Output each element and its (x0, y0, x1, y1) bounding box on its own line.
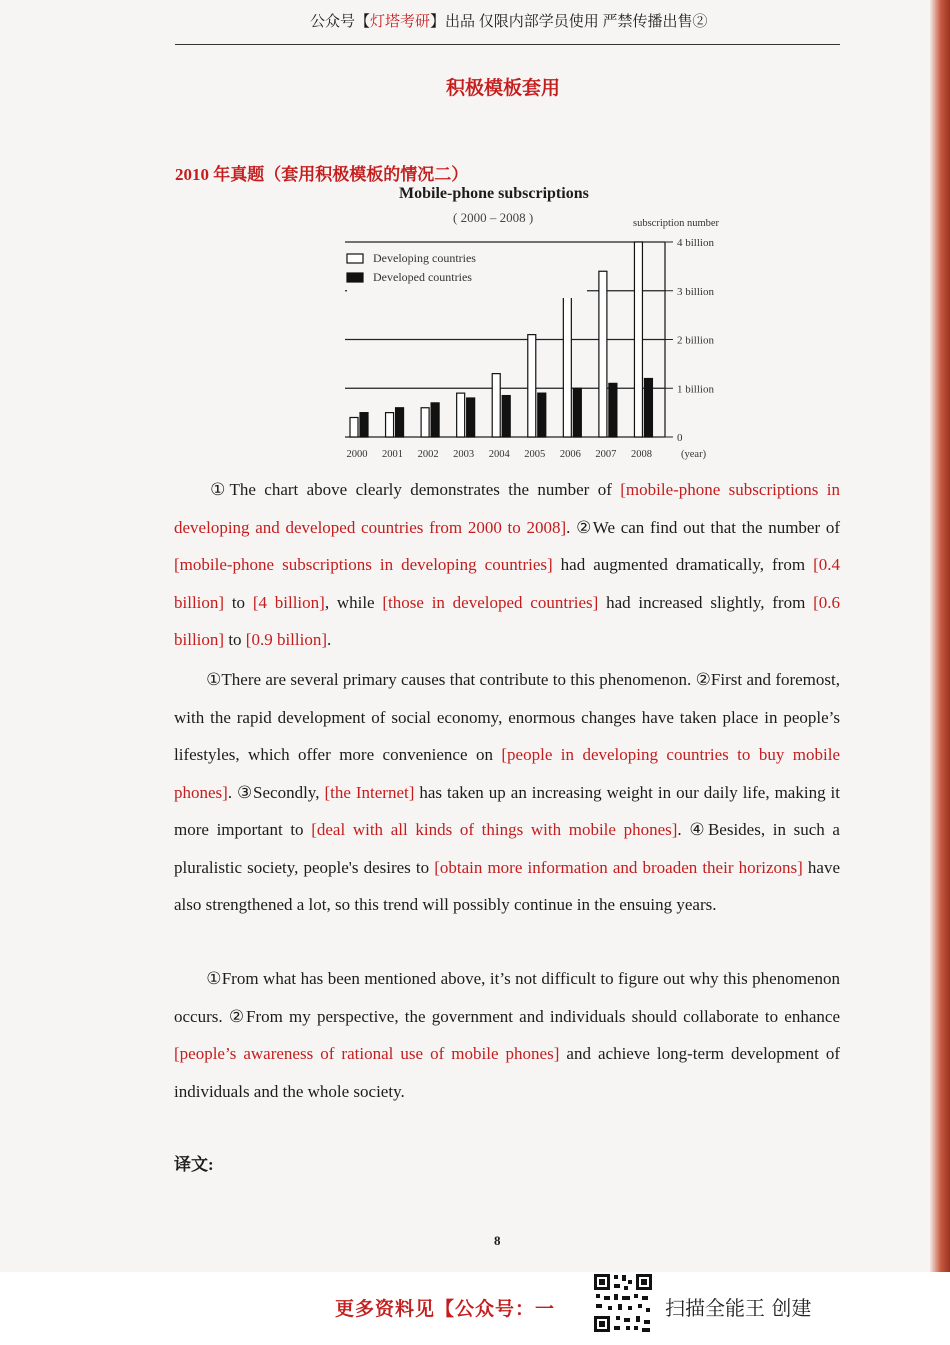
translation-label: 译文: (174, 1155, 214, 1174)
bar-developed (467, 398, 475, 437)
bar-developing (386, 413, 394, 437)
y-tick-label: 2 billion (677, 334, 714, 347)
legend-swatch (347, 273, 363, 282)
highlighted-template-phrase: [obtain more information and broaden their horizons] (434, 857, 803, 877)
header-prefix: 公众号【 (310, 14, 371, 30)
y-tick-label: 0 (677, 432, 683, 444)
paragraph-text: have also strengthened a lot, so this trend will possibly continue in the ensuing years. (174, 857, 840, 914)
paragraph-text: ①There are several primary causes that contribute to this phenomenon. ②First and foremost, with the rapid development of social economy, enormous changes have taken place in people’s lifestyles, which offer more convenience on (174, 670, 840, 764)
bar-developed (396, 408, 404, 437)
paragraph-intro (174, 471, 840, 659)
legend-label: Developed countries (373, 270, 472, 284)
scanner-watermark: 扫描全能王 创建 (665, 1296, 812, 1320)
highlighted-template-phrase: [0.6 billion] (174, 592, 840, 649)
bar-developed (360, 413, 368, 437)
x-tick-label: 2007 (595, 449, 617, 460)
page-edge-shadow (930, 0, 950, 1272)
bar-developed (502, 396, 510, 437)
bar-developing (492, 374, 500, 437)
y-tick-label: 1 billion (677, 383, 714, 396)
bar-developed (538, 393, 546, 437)
x-tick-label: 2000 (346, 449, 368, 460)
bar-developing (599, 271, 607, 437)
x-tick-label: 2001 (382, 449, 404, 460)
paragraph-causes (174, 661, 840, 924)
highlighted-template-phrase: [0.4 billion] (174, 555, 840, 612)
highlighted-template-phrase: [mobile-phone subscriptions in developing countries] (174, 555, 553, 574)
page-number: 8 (494, 1233, 501, 1248)
header-suffix: 】出品 仅限内部学员使用 严禁传播出售② (430, 14, 708, 30)
x-tick-label: 2002 (417, 449, 439, 460)
paragraph-text: . ④Besides, in such a pluralistic society, people's desires to (174, 820, 840, 877)
y-tick-label: 3 billion (677, 285, 714, 298)
x-axis-label: (year) (681, 449, 707, 460)
x-tick-label: 2005 (524, 449, 546, 460)
y-tick-label: 4 billion (677, 237, 714, 249)
bar-chart (335, 182, 765, 465)
footer-more-resources: 更多资料见【公众号：一 (335, 1298, 556, 1320)
bar-developing (563, 296, 571, 437)
scanner-footer (335, 1288, 935, 1338)
paragraph-text: to (224, 630, 246, 649)
legend-swatch (347, 254, 363, 263)
x-tick-label: 2003 (453, 449, 475, 460)
highlighted-template-phrase: [those in developed countries] (382, 592, 599, 612)
highlighted-template-phrase: [4 billion] (252, 592, 325, 612)
highlighted-template-phrase: [0.9 billion] (245, 630, 328, 649)
paragraph-text: had augmented dramatically, from (552, 555, 814, 574)
x-tick-label: 2004 (488, 449, 510, 460)
paragraph-text: had increased slightly, from (598, 592, 814, 612)
bar-developed (609, 383, 617, 437)
highlighted-template-phrase: [mobile-phone subscriptions in developing and developed countries from 2000 to 2008] (174, 480, 841, 537)
paragraph-text: to (224, 592, 253, 612)
chart-year-range: ( 2000 – 2008 ) (453, 210, 534, 225)
bar-developed (431, 403, 439, 437)
paragraph-text: , while (324, 592, 383, 612)
bar-developing (421, 408, 429, 437)
paragraph-text: . ③Secondly, (227, 782, 325, 802)
bar-developing (350, 418, 358, 438)
highlighted-template-phrase: [deal with all kinds of things with mobile phones] (311, 820, 678, 839)
y-axis-label: subscription number (633, 218, 720, 229)
exam-subtitle: 2010 年真题（套用积极模板的情况二） (175, 165, 469, 184)
x-tick-label: 2006 (559, 449, 581, 460)
paragraph-text: ①From what has been mentioned above, it’s not difficult to figure out why this phenomenon occurs. ②From my perspective, the government and individuals should collaborate to enhance (174, 969, 840, 1026)
paragraph-text: and achieve long-term development of individuals and the whole society. (174, 1044, 840, 1101)
highlighted-template-phrase: [the Internet] (324, 782, 415, 802)
chart-title: Mobile-phone subscriptions (399, 185, 589, 202)
header-rule (175, 44, 840, 45)
highlighted-template-phrase: [people in developing countries to buy mobile phones] (174, 745, 840, 802)
bar-developing (457, 393, 465, 437)
x-tick-label: 2008 (630, 449, 652, 460)
bar-developing (634, 242, 642, 437)
header-account-name: 灯塔考研 (370, 14, 431, 30)
highlighted-template-phrase: [people’s awareness of rational use of mobile phones] (174, 1044, 560, 1063)
paragraph-conclusion (174, 960, 840, 1110)
page-header (310, 10, 708, 31)
bar-developing (528, 335, 536, 437)
paragraph-text: ①The chart above clearly demonstrates the number of (206, 480, 621, 499)
paragraph-text: . ②We can find out that the number of (566, 517, 840, 537)
qr-code-icon (592, 1272, 654, 1334)
bar-developed (644, 379, 652, 438)
paragraph-text: . (327, 630, 332, 649)
paragraph-text: has taken up an increasing weight in our daily life, making it more important to (174, 782, 841, 839)
legend-label: Developing countries (373, 251, 476, 265)
section-title: 积极模板套用 (446, 78, 561, 99)
bar-developed (573, 388, 581, 437)
